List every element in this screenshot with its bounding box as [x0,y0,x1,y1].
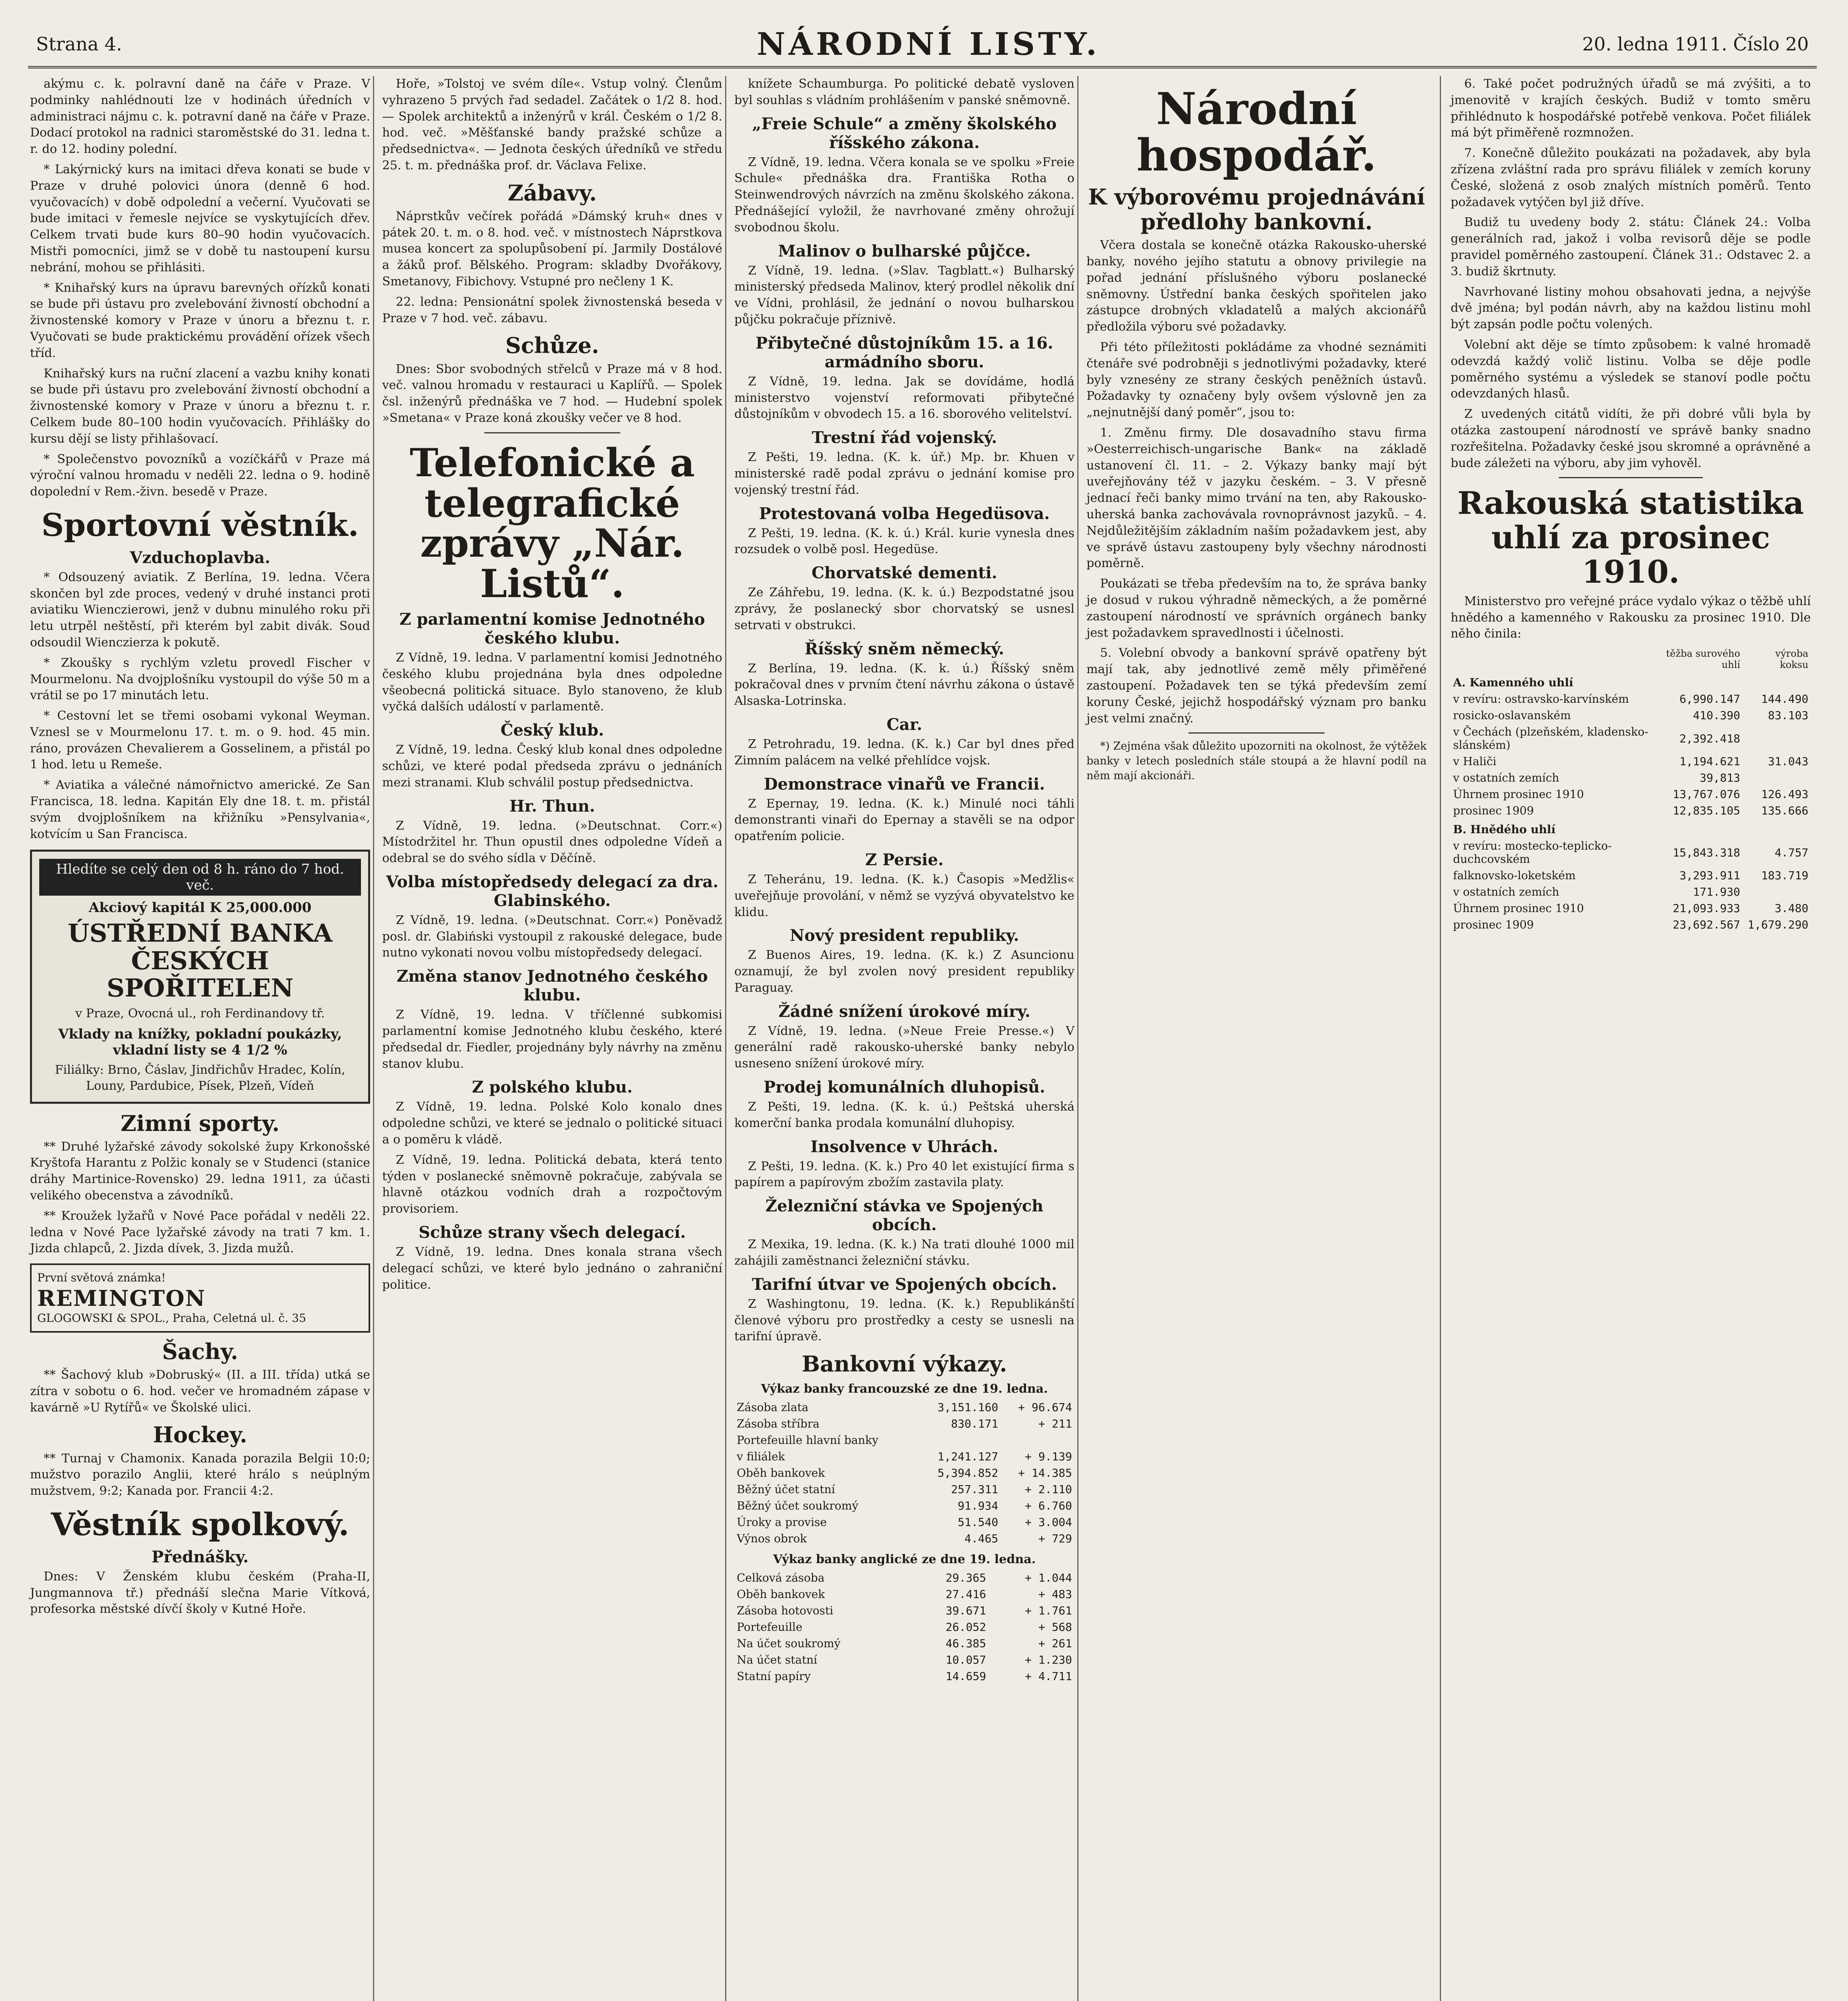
table-row [734,1619,1074,1635]
table-row [1451,900,1811,916]
subheading: Hr. Thun. [509,796,595,816]
paragraph: Při této příležitosti pokládáme za vhodné seznámiti čtenáře své podrobněji s jednotlivými požadavky, které byly vznesény ze strany českých peněžních ústavů. Požadavky ty označeny byly ovšem výslovně jen za „nejnutnější daný poměr“, jsou to: [1086,340,1427,420]
table-row [734,1602,1074,1619]
column-3 [734,76,1074,1688]
subheading: Nový president republiky. [790,926,1019,945]
divider [1559,477,1703,478]
table-row [734,1514,1074,1530]
ad-capital: Akciový kapitál K 25,000.000 [88,900,312,916]
row-label: prosinec 1909 [1453,804,1534,818]
table-row [734,1498,1074,1514]
column-4 [1086,76,1427,787]
paragraph: * Lakýrnický kurs na imitaci dřeva konati se bude v Praze v druhé polovici února (denně 6 hod. vyučovacích) v době odpolední a večerní. Vyučovati se bude imitaci v řemesle nejvíce se vyskytujících dřev. Celkem trvati bude kurs 80–90 hodin vyučovacích. Mistři pomocníci, jimž se v době tu nastoupení kursu nebrání, mohou se přihlásiti. [30,162,370,275]
row-label: Výnos obrok [737,1532,807,1546]
column-rule [1440,76,1441,2001]
masthead: NÁRODNÍ LISTY. [757,26,1100,62]
bank-advertisement [30,850,370,1103]
subheading: Změna stanov Jednotného českého klubu. [397,967,708,1005]
paragraph: Navrhované listiny mohou obsahovati jedna, a nejvýše dvě jména; byl podán návrh, aby na každou listinu mohl být zapsán podle počtu volených. [1451,285,1811,332]
paragraph: Z Vídně, 19. ledna. Polské Kolo konalo dnes odpoledne schůzi, ve které se jednalo o politické situaci a o poměru k vládě. [382,1100,722,1147]
subheading: „Freie Schule“ a změny školského říšského zákona. [752,114,1057,152]
paragraph: * Knihařský kurs na úpravu barevných ořízků konati se bude při ústavu pro zvelebování živností obchodní a živnostenské komory v Praze v únoru a březnu t. r. Vyučovati se bude praktickému provádění ořízek všech tříd. [30,281,370,360]
row-value: 51.540 [958,1516,998,1529]
row-label: Portefeuille hlavní banky [737,1434,878,1447]
row-label: Zásoba hotovosti [737,1604,834,1618]
row-value: + 211 [1038,1417,1072,1431]
row-value: + 14.385 [1018,1466,1072,1480]
table-row [1451,707,1811,724]
subheading: Trestní řád vojenský. [812,428,997,447]
paragraph: Z Vídně, 19. ledna. Český klub konal dnes odpoledne schůzi, ve které podal předseda zprávu o jednáních mezi stranami. Klub schválil postup předsednictva. [382,743,722,790]
row-value: 3.480 [1774,902,1808,915]
ad-banner: Hledíte se celý den od 8 h. ráno do 7 hod. več. [39,859,361,896]
table-row [734,1399,1074,1416]
paragraph: Poukázati se třeba především na to, že správa banky je dosud v rukou výhradně německých, a že poměrné zastoupení národností ve správních orgánech banky jest požadavkem spravedlnosti i účelnosti. [1086,577,1427,640]
paragraph: Z Buenos Aires, 19. ledna. (K. k.) Z Asuncionu oznamují, že byl zvolen nový president republiky Paraguay. [734,948,1074,995]
row-label: Na účet soukromý [737,1637,841,1650]
article-title: K výborovému projednávání předlohy bankovní. [1088,184,1425,235]
paragraph: Z Pešti, 19. ledna. (K. k.) Pro 40 let existující firma s papírem a papírovým zbožím zastavila platy. [734,1159,1074,1190]
subheading: Protestovaná volba Hegedüsova. [759,504,1050,523]
row-label: Oběh bankovek [737,1588,825,1601]
row-value: 83.103 [1768,709,1808,722]
paragraph: ** Šachový klub »Dobruský« (II. a III. třída) utká se zítra v sobotu o 6. hod. večer ve hromadném zápase v kavárně »U Rytířů« ve Školské ulici. [30,1368,370,1415]
row-label: v ostatních zemích [1453,885,1559,899]
table-row [1451,770,1811,786]
subheading: Chorvatské dementi. [812,563,997,583]
row-value [1000,1432,1074,1448]
footnote: *) Zejména však důležito upozorniti na okolnost, že výtěžek banky v letech posledních stále stoupá a že hlavní podíl na něm mají akcionáři. [1086,740,1427,782]
subheading: Výkaz banky anglické ze dne 19. ledna. [773,1552,1036,1567]
section-heading: Bankovní výkazy. [802,1351,1007,1377]
row-value [1743,884,1811,900]
table-row [734,1586,1074,1602]
row-value: 23,692.567 [1672,918,1740,932]
column-header [1451,646,1651,672]
row-value: 4.757 [1774,846,1808,859]
issue-date: 20. ledna 1911. Číslo 20 [1582,33,1809,55]
row-label: v revíru: mostecko-teplicko-duchcovském [1453,839,1612,866]
subheading: Železniční stávka ve Spojených obcích. [765,1197,1044,1235]
row-label: Oběh bankovek [737,1466,825,1480]
row-label: prosinec 1909 [1453,918,1534,932]
subheading: Schůze strany všech delegací. [419,1223,686,1242]
row-value: 830.171 [951,1417,998,1431]
subheading: Výkaz banky francouzské ze dne 19. ledna. [761,1382,1048,1396]
subheading: Vzduchoplavba. [130,548,271,567]
row-value: 39,813 [1700,771,1740,785]
subheading: Z Persie. [865,850,944,869]
row-label: falknovsko-loketském [1453,869,1576,882]
section-heading: Sportovní věstník. [41,507,359,543]
row-value: 1,194.621 [1679,755,1740,768]
row-value [918,1432,1001,1448]
paragraph: akýmu c. k. polravní daně na čáře v Praze. V podminky nahlédnouti lze v hodinách úředních v administraci nájmu c. k. potravní daně na čáře v Praze. Dodací protokol na radnici staroměstské do 31. ledna t. r. do 12. hodiny polední. [30,77,370,156]
page-header [28,22,1817,68]
row-label: v filiálek [737,1450,785,1464]
row-value: + 6.760 [1024,1499,1072,1513]
paragraph: Volební akt děje se tímto způsobem: k valné hromadě odevzdá každý volič listinu. Volba se děje podle poměrného systému a výsledek se stanoví podle počtu odevzdaných hlasů. [1451,337,1811,401]
column-rule [1077,76,1078,2001]
ad-address: v Praze, Ovocná ul., roh Ferdinandovy tř. [75,1007,325,1021]
row-label: Zásoba stříbra [737,1417,820,1431]
ad-brand: REMINGTON [37,1285,206,1311]
paragraph: Z Epernay, 19. ledna. (K. k.) Minulé noci táhli demonstranti vinaři do Epernay a stavěli se na odpor opatřením policie. [734,796,1074,844]
paragraph: Z Pešti, 19. ledna. (K. k. ú.) Peštská uherská komerční banka prodala komunální dluhopisy. [734,1100,1074,1130]
row-value: 1,679.290 [1748,918,1808,932]
table-row [1451,672,1811,691]
row-value: + 1.761 [1024,1604,1072,1618]
row-value: 21,093.933 [1672,902,1740,915]
row-value: 3,293.911 [1679,869,1740,882]
row-label: Na účet statní [737,1653,818,1667]
column-header: výroba koksu [1775,648,1808,671]
table-row [734,1416,1074,1432]
paragraph: Z Mexika, 19. ledna. (K. k.) Na trati dlouhé 1000 mil zahájili zaměstnanci železniční stávku. [734,1237,1074,1268]
table-row [734,1465,1074,1481]
paragraph: Z Vídně, 19. ledna. (»Neue Freie Presse.«) V generální radě rakousko-uherské banky nebylo usneseno snížení úrokové míry. [734,1024,1074,1071]
row-value: 126.493 [1761,788,1808,801]
paragraph: Z Vídně, 19. ledna. V tříčlenné subkomisi parlamentní komise Jednotného klubu českého, které předsedal dr. Fiedler, projednány byly návrhy na změnu stanov klubu. [382,1008,722,1071]
table-row [734,1635,1074,1652]
paragraph: Náprstkův večírek pořádá »Dámský kruh« dnes v pátek 20. t. m. o 8. hod. več. v místnostech Náprstkova musea koncert za spolupůsobení pí. Jarmily Dostálové a žáků prof. Bělského. Program: skladby Dvořákovy, Smetanovy, Fibichovy. Vstupné pro nečleny 1 K. [382,209,722,289]
ad-dealer: GLOGOWSKI & SPOL., Praha, Celetná ul. č. 35 [37,1311,306,1325]
paragraph: 6. Také počet podružných úřadů se má zvýšiti, a to jmenovitě v krajích českých. Budiž v tomto směru přihlédnuto k hospodářské potřebě venkova. Počet filiálek má být přiměřeně rozmnožen. [1451,77,1811,140]
paragraph: Z Vídně, 19. ledna. Včera konala se ve spolku »Freie Schule« přednáška dra. Františka Rotha o Steinwendrových návrzích na změnu školského zákona. Přednášející vyložil, že navrhované změny ohrožují svobodnou školu. [734,155,1074,235]
row-label: v Čechách (plzeňském, kladensko-slánském) [1453,725,1648,752]
row-value: 46.385 [946,1637,986,1650]
paragraph: Budiž tu uvedeny body 2. státu: Článek 24.: Volba generálních rad, jakož i volba revisorů děje se podle pravidel poměrného zastoupení. Článek 31.: Odstavec 2. a 3. budiž škrtnuty. [1451,215,1811,279]
row-value [1743,724,1811,753]
table-row [1451,819,1811,838]
subheading: Insolvence v Uhrách. [810,1137,998,1156]
paragraph: Z Petrohradu, 19. ledna. (K. k.) Car byl dnes před Zimním palácem na velké přehlídce vojsk. [734,737,1074,768]
column-header: těžba surového uhlí [1666,648,1740,671]
row-value: 6,990.147 [1679,692,1740,706]
subheading: Žádné snížení úrokové míry. [778,1002,1030,1021]
row-value: 1,241.127 [937,1450,998,1464]
subheading: Tarifní útvar ve Spojených obcích. [752,1275,1057,1294]
row-label: v revíru: ostravsko-karvínském [1453,692,1629,706]
subheading: Car. [886,715,922,734]
table-row [734,1432,1074,1448]
paragraph: knížete Schaumburga. Po politické debatě vysloven byl souhlas s vládním prohlášením v panské sněmovně. [734,77,1074,107]
row-value: 135.666 [1761,804,1808,818]
row-value: 183.719 [1761,869,1808,882]
table-row [734,1652,1074,1668]
section-heading: Národní hospodář. [1136,83,1377,181]
row-value: + 1.044 [1024,1571,1072,1585]
subheading: Přednášky. [151,1547,249,1566]
paragraph: Z Vídně, 19. ledna. (»Slav. Tagblatt.«) Bulharský ministerský předseda Malinov, který prodlel několik dní ve Vídni, prohlásil, že jednání o novou bulharskou půjčku pokračuje příznivě. [734,263,1074,327]
paragraph: Ministerstvo pro veřejné práce vydalo výkaz o těžbě uhlí hnědého a kamenného v Rakousku za prosinec 1910. Dle něho činila: [1451,594,1811,641]
paragraph: * Zkoušky s rychlým vzletu provedl Fischer v Mourmelonu. Na dvojplošníku vystoupil do výše 50 m a vrátil se po 17 minutách letu. [30,656,370,703]
paragraph: Dnes: V Ženském klubu českém (Praha-II, Jungmannova tř.) přednáší slečna Marie Vítková, profesorka městské dívčí školy v Kutné Hoře. [30,1569,370,1616]
bank-table-france [734,1399,1074,1547]
section-heading: Zimní sporty. [120,1110,280,1136]
subheading: Z parlamentní komise Jednotného českého klubu. [399,610,705,648]
paragraph: Z Vídně, 19. ledna. (»Deutschnat. Corr.«) Poněvadž posl. dr. Glabiński vystoupil z rakouské delegace, bude nutno vykonati novou volbu místopředsedy delegací. [382,913,722,960]
coal-statistics-table [1451,646,1811,933]
table-row [734,1668,1074,1684]
paragraph: Z Pešti, 19. ledna. (K. k. ú.) Král. kurie vynesla dnes rozsudek o volbě posl. Hegedüse. [734,526,1074,557]
subheading: Volba místopředsedy delegací za dra. Glabinského. [386,872,719,910]
table-row [734,1530,1074,1547]
ad-offer: Vklady na knížky, pokladní poukázky, vkladní listy se 4 1/2 % [58,1026,342,1058]
row-value: 27.416 [946,1588,986,1601]
row-label: Úhrnem prosinec 1910 [1453,902,1584,915]
row-value: 29.365 [946,1571,986,1585]
ad-branches: Filiálky: Brno, Čáslav, Jindřichův Hradec, Kolín, Louny, Pardubice, Písek, Plzeň, Vídeň [55,1063,345,1093]
paragraph: * Společenstvo povozníků a vozíčkářů v Praze má výroční valnou hromadu v neděli 22. ledna o 9. hodině dopolední v Rem.-živn. besedě v Praze. [30,452,370,499]
bank-table-england [734,1570,1074,1684]
divider [1189,732,1325,734]
section-heading: Rakouská statistika uhlí za prosinec 1910. [1457,485,1804,590]
paragraph: Ze Záhřebu, 19. ledna. (K. k. ú.) Bezpodstatné jsou zprávy, že poslanecký sbor chorvatský se usnesl setrvati v obstrukci. [734,585,1074,632]
table-row [734,1448,1074,1465]
row-label: Statní papíry [737,1670,811,1683]
row-label: Úroky a provise [737,1516,827,1529]
column-1 [30,76,370,1622]
row-value: 39.671 [946,1604,986,1618]
row-label: Běžný účet soukromý [737,1499,858,1513]
column-rule [373,76,374,2001]
row-value: 257.311 [951,1483,998,1496]
row-value: 26.052 [946,1620,986,1634]
row-value: + 483 [1038,1588,1072,1601]
table-row [734,1481,1074,1498]
row-value: + 4.711 [1024,1670,1072,1683]
row-label: Celková zásoba [737,1571,825,1585]
section-heading: Schůze. [505,333,599,359]
table-row [1451,753,1811,770]
row-value: 410.390 [1693,709,1740,722]
paragraph: Z Vídně, 19. ledna. Dnes konala strana všech delegací schůzi, ve které bylo jednáno o zahraniční politice. [382,1245,722,1292]
ad-bank-name: ÚSTŘEDNÍ BANKA ČESKÝCH SPOŘITELEN [68,918,333,1003]
row-value: + 9.139 [1024,1450,1072,1464]
section-heading: Hockey. [153,1422,247,1448]
subheading: Přibytečné důstojníkům 15. a 16. armádního sboru. [756,333,1053,371]
paragraph: 5. Volební obvody a bankovní správě opatřeny být mají tak, aby jednotlivé země měly přiměřené zastoupení. Požadavek ten se týká především zemí koruny České, jejichž hospodářský význam pro banku jest velmi značný. [1086,646,1427,726]
row-value: + 1.230 [1024,1653,1072,1667]
row-value: 10.057 [946,1653,986,1667]
subheading: Malinov o bulharské půjčce. [778,241,1031,261]
row-label: Úhrnem prosinec 1910 [1453,788,1584,801]
table-row [1451,802,1811,819]
paragraph: ** Turnaj v Chamonix. Kanada porazila Belgii 10:0; mužstvo porazilo Anglii, které hrálo s neúplným mužstvem, 9:2; Kanada por. Francii 4:2. [30,1451,370,1498]
ad-label: První světová známka! [37,1271,166,1285]
table-row [1451,867,1811,884]
row-label: Zásoba zlata [737,1401,809,1414]
row-label: v Haliči [1453,755,1497,768]
row-value: + 729 [1038,1532,1072,1546]
paragraph: ** Druhé lyžařské závody sokolské župy Krkonošské Kryštofa Harantu z Polžic konaly se v Studenci (stanice dráhy Martinice-Rovensko) 29. ledna 1911, za účasti velikého obecenstva a závodníků. [30,1139,370,1203]
paragraph: 7. Konečně důležito poukázati na požadavek, aby byla zřízena zvláštní rada pro správu filiálek v zemích koruny České, složená z osob znalých místních poměrů. Tento požadavek vytýčen byl již dříve. [1451,146,1811,209]
section-heading: Zábavy. [507,180,597,206]
paragraph: 22. ledna: Pensionátní spolek živnostenská beseda v Praze v 7 hod. več. zábavu. [382,295,722,325]
row-value: 2,392.418 [1679,732,1740,745]
row-label: rosicko-oslavanském [1453,709,1571,722]
paragraph: Knihařský kurs na ruční zlacení a vazbu knihy konati se bude při ústavu pro zvelebování živností obchodní a živnostenské komory v Praze v únoru a březnu t. r. Celkem bude 80–100 hodin vyučovacích. Přihlášky do kursu dějí se listy přihlašovací. [30,366,370,446]
row-value: 5,394.852 [937,1466,998,1480]
table-row [1451,884,1811,900]
paragraph: Hoře, »Tolstoj ve svém díle«. Vstup volný. Členům vyhrazeno 5 prvých řad sedadel. Začátek o 1/2 8. hod. — Spolek architektů a inženýrů v král. Českém o 1/2 8. hod. več. »Měšťanské bandy pražské schůze a předsednictva«. — Jednota českých úředníků ve středu 25. t. m. přednáška prof. dr. Václava Felixe. [382,77,722,172]
subheading: Prodej komunálních dluhopisů. [764,1078,1045,1097]
paragraph: Včera dostala se konečně otázka Rakousko-uherské banky, nového jejího statutu a obnovy privilegie na pořad jednání příslušného výboru poslanecké sněmovny. Ústřední banka českých spořitelen jako zástupce drobných vkladatelů a malých akcionářů předložila výboru své požadavky. [1086,238,1427,334]
row-section: A. Kamenného uhlí [1453,676,1573,690]
row-value: + 261 [1038,1637,1072,1650]
column-rule [725,76,726,2001]
table-row [1451,838,1811,867]
row-value [1743,770,1811,786]
row-value: 4.465 [964,1532,998,1546]
paragraph: Z Teheránu, 19. ledna. (K. k.) Časopis »Medžlis« uveřejňuje provolání, v němž se vyzývá obyvatelstvo ke klidu. [734,872,1074,919]
table-row [1451,691,1811,707]
paragraph: * Odsouzený aviatik. Z Berlína, 19. ledna. Včera skončen byl zde proces, vedený v druhé instanci proti aviatiku Wienczierowi, jenž v dubnu minulého roku při letu utrpěl neštěstí, při kterém byl zabit divák. Soud odsoudil Wienczierza k pokutě. [30,570,370,650]
row-value: + 2.110 [1024,1483,1072,1496]
subheading: Demonstrace vinařů ve Francii. [764,774,1045,794]
paragraph: * Cestovní let se třemi osobami vykonal Weyman. Vznesl se v Mourmelonu 17. t. m. o 9. hod. 45 min. ráno, provázen Chevalierem a Gosselinem, a přistál po 1 hod. letu u Remeše. [30,709,370,772]
row-section: B. Hnědého uhlí [1453,823,1555,836]
paragraph: Z Vídně, 19. ledna. (»Deutschnat. Corr.«) Místodržitel hr. Thun opustil dnes odpoledne Vídeň a odebral se do svého sídla v Děčíně. [382,818,722,866]
row-value: 171.930 [1693,885,1740,899]
paragraph: * Aviatika a válečné námořnictvo americké. Ze San Francisca, 18. ledna. Kapitán Ely dne 18. t. m. přistál svým dvojplošníkem na křižníku »Pensylvania«, kotvícím u San Francisca. [30,778,370,841]
subheading: Z polského klubu. [472,1078,633,1097]
row-value: + 96.674 [1018,1401,1072,1414]
row-value: 14.659 [946,1670,986,1683]
paragraph: Z uvedených citátů vidíti, že při dobré vůli byla by otázka zastoupení národností ve správě banky snadno rozřešitelna. Požadavky české jsou skromné a oprávněné a bude záležeti na výboru, aby jim vyhověl. [1451,407,1811,470]
row-label: Portefeuille [737,1620,803,1634]
remington-advertisement [30,1263,370,1333]
row-value: 31.043 [1768,755,1808,768]
column-2 [382,76,722,1297]
row-value: + 568 [1038,1620,1072,1634]
table-row [1451,724,1811,753]
row-value: 15,843.318 [1672,846,1740,859]
row-label: Běžný účet statní [737,1483,835,1496]
paragraph: Z Vídně, 19. ledna. Jak se dovídáme, hodlá ministerstvo vojenství reformovati přibytečné důstojníkům v obvodech 15. a 16. sborového velitelství. [734,374,1074,421]
table-header [1451,646,1811,672]
row-value: 91.934 [958,1499,998,1513]
row-value: 144.490 [1761,692,1808,706]
paragraph: Dnes: Sbor svobodných střelců v Praze má v 8 hod. več. valnou hromadu v restauraci u Kaplířů. — Spolek čsl. inženýrů přednáška ve 7 hod. — Hudební spolek »Smetana« v Praze koná zkoušky večer ve 8 hod. [382,362,722,425]
paragraph: Z Vídně, 19. ledna. Politická debata, která tento týden v poslanecké sněmovně pokračuje, zabývala se hlavně otázkou vodních drah a rozpočtovým provisoriem. [382,1153,722,1216]
paragraph: Z Washingtonu, 19. ledna. (K. k.) Republikánští členové výboru pro prostředky a cesty se usnesli na tarifní úpravě. [734,1297,1074,1344]
paragraph: 1. Změnu firmy. Dle dosavadního stavu firma »Oesterreichisch-ungarische Bank« na základě ustanovení čl. 11. – 2. Výkazy banky mají být uveřejňovány též v jazyku českém. – 3. V přesně jednací řeči banky mimo trvání na ten, aby Rakousko-uherská banka zachovávala rovnoprávnost jazyků. – 4. Nejdůležitějším základním naším požadavkem jest, aby ve správě ústavu zastoupeny byly všechny národnosti poměrně. [1086,425,1427,571]
row-value: 12,835.105 [1672,804,1740,818]
table-row [734,1570,1074,1586]
subheading: Český klub. [500,721,604,740]
row-value: 13,767.076 [1672,788,1740,801]
row-value: + 3.004 [1024,1516,1072,1529]
subheading: Říšský sněm německý. [804,639,1004,658]
table-row [1451,786,1811,802]
paragraph: Z Berlína, 19. ledna. (K. k. ú.) Říšský sněm pokračoval dnes v prvním čtení návrhu zákona o ústavě Alsaska-Lotrinska. [734,661,1074,708]
page-number: Strana 4. [36,33,122,55]
paragraph: Z Vídně, 19. ledna. V parlamentní komisi Jednotného českého klubu projednána byla dnes odpoledne všeobecná politická situace. Bylo stanoveno, že klub vyčká dalších událostí v parlamentě. [382,650,722,714]
divider [484,432,620,433]
row-value: 3,151.160 [937,1401,998,1414]
section-heading: Věstník spolkový. [51,1506,349,1543]
section-heading: Šachy. [162,1338,239,1364]
paragraph: ** Kroužek lyžařů v Nové Pace pořádal v neděli 22. ledna v Nové Pace lyžařské závody na trati 7 km. 1. Jizda chlapců, 2. Jizda dívek, 3. Jizda mužů. [30,1209,370,1256]
paragraph: Z Pešti, 19. ledna. (K. k. úř.) Mp. br. Khuen v ministerské radě podal zprávu o jednání komise pro vojenský trestní řád. [734,450,1074,497]
column-5 [1451,76,1811,936]
section-heading: Telefonické a telegrafické zprávy „Nár. Listů“. [409,440,695,607]
row-label: v ostatních zemích [1453,771,1559,785]
table-row [1451,916,1811,933]
